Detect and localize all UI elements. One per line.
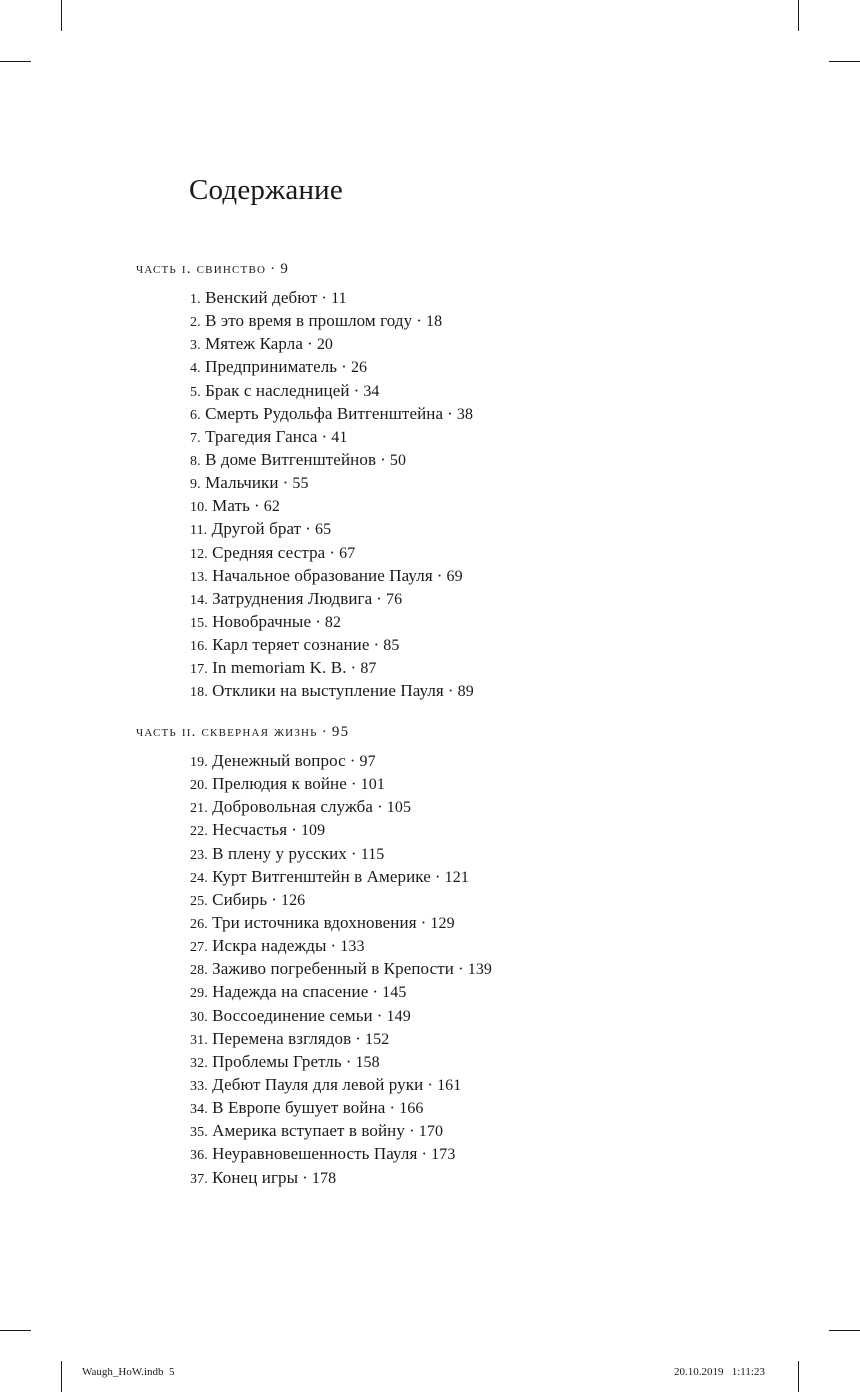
chapter-title: Курт Витгенштейн в Америке [212, 866, 431, 886]
chapter-number: 9. [190, 477, 201, 493]
toc-entry: 9. Мальчики · 55 [190, 473, 309, 493]
chapter-title: В плену у русских [212, 843, 347, 863]
toc-entry: 30. Воссоединение семьи · 149 [190, 1005, 411, 1025]
chapter-number: 20. [190, 778, 208, 794]
chapter-page: 121 [444, 868, 469, 886]
toc-entry: 10. Мать · 62 [190, 496, 280, 516]
chapter-number: 3. [190, 338, 201, 354]
slug-left [82, 1366, 175, 1378]
chapter-page: 178 [311, 1169, 337, 1187]
chapter-page: 67 [339, 544, 356, 562]
slug-page: 5 [169, 1366, 175, 1378]
crop-mark-bottom-left [61, 1361, 62, 1392]
chapter-page: 26 [350, 359, 368, 377]
chapter-page: 87 [360, 660, 377, 678]
chapter-number: 4. [190, 361, 201, 377]
chapter-page: 173 [431, 1146, 456, 1164]
toc-entry: 35. Америка вступает в войну · 170 [190, 1121, 444, 1141]
chapter-title: Брак с наследницей [205, 380, 350, 400]
toc-entry: 24. Курт Витгенштейн в Америке · 121 [190, 866, 469, 886]
toc-entry: 14. Затруднения Людвига · 76 [190, 588, 403, 608]
chapter-number: 17. [190, 662, 208, 678]
chapter-title: Перемена взглядов [212, 1028, 352, 1048]
chapter-title: В это время в прошлом году [205, 311, 413, 331]
toc-entry: 25. Сибирь · 126 [190, 889, 306, 909]
part-heading: часть ii. скверная жизнь · 95 [136, 724, 350, 740]
slug-date: 20.10.2019 [674, 1366, 724, 1378]
chapter-number: 7. [190, 430, 201, 446]
chapter-page: 85 [383, 637, 400, 655]
chapter-title: Смерть Рудольфа Витгенштейна [205, 403, 444, 423]
chapter-title: Карл теряет сознание [212, 635, 370, 655]
chapter-title: В доме Витгенштейнов [205, 449, 377, 469]
chapter-page: 133 [340, 938, 365, 956]
crop-mark-top-right [798, 0, 799, 31]
toc-entry: 13. Начальное образование Пауля · 69 [190, 565, 463, 585]
chapter-title: Несчастья [212, 820, 288, 840]
chapter-title: Три источника вдохновения [212, 912, 417, 932]
chapter-title: Мальчики [205, 473, 279, 493]
chapter-page: 18 [426, 313, 443, 331]
chapter-number: 33. [190, 1078, 208, 1094]
toc-entry: 19. Денежный вопрос · 97 [190, 751, 376, 770]
chapter-page: 139 [467, 961, 493, 979]
chapter-title: Предприниматель [205, 357, 338, 377]
chapter-page: 76 [386, 590, 403, 608]
crop-mark-right-bottom [829, 1330, 860, 1331]
chapter-number: 28. [190, 963, 208, 979]
chapter-number: 32. [190, 1055, 208, 1071]
chapter-number: 21. [190, 801, 208, 817]
toc-entry: 29. Надежда на спасение · 145 [190, 982, 407, 1002]
chapter-title: Искра надежды [212, 936, 327, 956]
part-page: 9 [280, 261, 290, 277]
toc-entry: 20. Прелюдия к войне · 101 [190, 774, 385, 794]
chapter-number: 18. [190, 685, 208, 701]
chapter-number: 26. [190, 916, 208, 932]
toc-entry: 6. Смерть Рудольфа Витгенштейна · 38 [190, 403, 474, 423]
chapter-page: 55 [292, 475, 309, 493]
chapter-page: 65 [314, 521, 332, 539]
chapter-title: In memoriam K. B. [212, 658, 347, 678]
chapter-title: Затруднения Людвига [212, 588, 373, 608]
chapter-page: 97 [359, 753, 376, 770]
toc-entry: 27. Искра надежды · 133 [190, 936, 365, 956]
toc-entry: 1. Венский дебют · 11 [190, 288, 347, 307]
toc-entry: 33. Дебют Пауля для левой руки · 161 [190, 1074, 462, 1094]
chapter-page: 115 [360, 845, 385, 863]
chapter-page: 11 [331, 290, 347, 307]
toc-entry: 2. В это время в прошлом году · 18 [190, 311, 443, 331]
chapter-page: 34 [363, 382, 380, 400]
crop-mark-left-top [0, 61, 31, 62]
chapter-number: 13. [190, 569, 208, 585]
chapter-title: Заживо погребенный в Крепости [212, 959, 454, 979]
chapter-title: Средняя сестра [212, 542, 326, 562]
chapter-number: 8. [190, 453, 201, 469]
toc-entry: 36. Неуравновешенность Пауля · 173 [190, 1144, 456, 1164]
chapter-number: 19. [190, 755, 208, 770]
chapter-page: 38 [456, 405, 474, 423]
toc-entry: 21. Добровольная служба · 105 [190, 797, 412, 817]
chapter-page: 41 [331, 428, 348, 446]
toc-entry: 37. Конец игры · 178 [190, 1167, 337, 1187]
toc-entry: 3. Мятеж Карла · 20 [190, 334, 334, 354]
chapter-number: 12. [190, 546, 208, 562]
toc-entry: 7. Трагедия Ганса · 41 [190, 426, 348, 446]
slug-file: Waugh_HoW.indb [82, 1366, 164, 1378]
chapter-list [190, 286, 474, 703]
chapter-number: 16. [190, 639, 208, 655]
chapter-title: Проблемы Гретль [212, 1051, 342, 1071]
toc-entry: 17. In memoriam K. B. · 87 [190, 658, 377, 678]
chapter-number: 15. [190, 615, 208, 631]
chapter-page: 50 [389, 451, 407, 469]
chapter-page: 145 [382, 984, 407, 1002]
toc-entry: 15. Новобрачные · 82 [190, 611, 342, 631]
chapter-number: 1. [190, 292, 201, 307]
toc-entry: 28. Заживо погребенный в Крепости · 139 [190, 959, 493, 979]
chapter-number: 25. [190, 893, 208, 909]
crop-mark-left-bottom [0, 1330, 31, 1331]
chapter-number: 27. [190, 940, 208, 956]
crop-mark-right-top [829, 61, 860, 62]
chapter-page: 101 [360, 776, 385, 794]
chapter-page: 82 [324, 613, 342, 631]
chapter-number: 24. [190, 870, 208, 886]
chapter-number: 6. [190, 407, 201, 423]
part-heading: часть i. свинство · 9 [136, 261, 290, 277]
chapter-title: Прелюдия к войне [212, 774, 347, 794]
chapter-title: Трагедия Ганса [205, 426, 318, 446]
chapter-number: 2. [190, 315, 201, 331]
chapter-list [190, 749, 492, 1189]
part-page: 95 [331, 724, 350, 740]
chapter-page: 152 [365, 1030, 390, 1048]
chapter-title: Дебют Пауля для левой руки [212, 1074, 424, 1094]
page-title: Содержание [189, 174, 343, 206]
crop-mark-bottom-right [798, 1361, 799, 1392]
toc-entry: 5. Брак с наследницей · 34 [190, 380, 380, 400]
chapter-title: Неуравновешенность Пауля [212, 1144, 418, 1164]
chapter-title: Денежный вопрос [212, 751, 346, 770]
part-label: часть ii. скверная жизнь [136, 724, 318, 740]
toc-entry: 34. В Европе бушует война · 166 [190, 1098, 424, 1118]
chapter-title: Америка вступает в войну [212, 1121, 405, 1141]
chapter-number: 31. [190, 1032, 208, 1048]
chapter-page: 158 [355, 1053, 380, 1071]
chapter-number: 10. [190, 500, 208, 516]
chapter-page: 109 [300, 822, 326, 840]
chapter-page: 149 [386, 1007, 411, 1025]
chapter-title: Венский дебют [205, 288, 318, 307]
chapter-page: 166 [399, 1100, 424, 1118]
toc-entry: 31. Перемена взглядов · 152 [190, 1028, 390, 1048]
chapter-number: 23. [190, 847, 208, 863]
chapter-number: 36. [190, 1148, 208, 1164]
chapter-title: Отклики на выступление Пауля [212, 681, 444, 701]
chapter-title: Воссоединение семьи [212, 1005, 373, 1025]
chapter-title: Добровольная служба [212, 797, 373, 817]
chapter-page: 20 [316, 336, 334, 354]
chapter-number: 29. [190, 986, 208, 1002]
chapter-page: 62 [263, 498, 280, 516]
chapter-number: 37. [190, 1171, 208, 1187]
toc-entry: 4. Предприниматель · 26 [190, 357, 368, 377]
slug-right [674, 1366, 765, 1378]
toc-entry: 16. Карл теряет сознание · 85 [190, 635, 400, 655]
chapter-page: 129 [430, 914, 455, 932]
chapter-page: 126 [280, 891, 306, 909]
chapter-page: 170 [418, 1123, 444, 1141]
toc-entry: 32. Проблемы Гретль · 158 [190, 1051, 380, 1071]
chapter-title: Конец игры [212, 1167, 299, 1187]
chapter-number: 11. [190, 523, 208, 539]
chapter-title: Надежда на спасение [212, 982, 369, 1002]
chapter-title: Начальное образование Пауля [212, 565, 433, 585]
chapter-title: Сибирь [212, 889, 268, 909]
chapter-title: В Европе бушует война [212, 1098, 386, 1118]
chapter-number: 34. [190, 1102, 208, 1118]
toc-entry: 22. Несчастья · 109 [190, 820, 326, 840]
part-label: часть i. свинство [136, 261, 267, 277]
toc-entry: 8. В доме Витгенштейнов · 50 [190, 449, 407, 469]
chapter-page: 105 [386, 799, 412, 817]
toc-entry: 12. Средняя сестра · 67 [190, 542, 356, 562]
slug-time: 1:11:23 [731, 1366, 765, 1378]
chapter-number: 14. [190, 592, 208, 608]
chapter-title: Мятеж Карла [205, 334, 304, 354]
toc-entry: 11. Другой брат · 65 [190, 519, 332, 539]
chapter-page: 89 [457, 683, 474, 701]
chapter-number: 35. [190, 1125, 208, 1141]
chapter-page: 161 [437, 1076, 462, 1094]
chapter-title: Мать [212, 496, 250, 516]
chapter-title: Новобрачные [212, 611, 312, 631]
toc-entry: 26. Три источника вдохновения · 129 [190, 912, 455, 932]
chapter-title: Другой брат [211, 519, 302, 539]
crop-mark-top-left [61, 0, 62, 31]
chapter-page: 69 [446, 567, 463, 585]
toc-entry: 23. В плену у русских · 115 [190, 843, 385, 863]
toc-entry: 18. Отклики на выступление Пауля · 89 [190, 681, 474, 701]
chapter-number: 22. [190, 824, 208, 840]
chapter-number: 5. [190, 384, 201, 400]
chapter-number: 30. [190, 1009, 208, 1025]
